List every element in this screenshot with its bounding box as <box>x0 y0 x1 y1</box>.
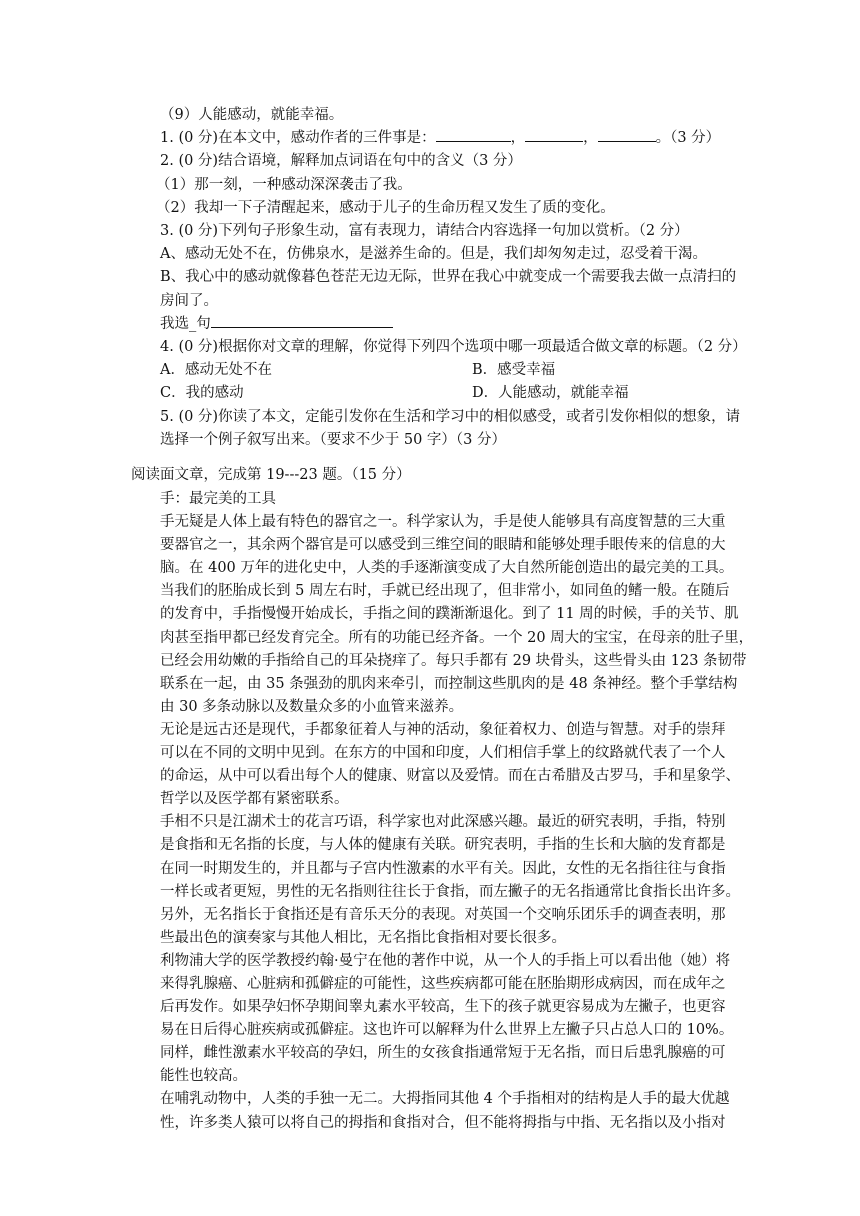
article-line: 已经会用幼嫩的手指给自己的耳朵挠痒了。每只手都有 29 块骨头，这些骨头由 123 条韧带 <box>160 652 747 669</box>
article-line: 来得乳腺癌、心脏病和孤僻症的可能性，这些疾病都可能在胚胎期形成病因，而在成年之 <box>160 975 726 992</box>
article-paragraph <box>160 950 765 1089</box>
article-paragraph <box>160 511 765 580</box>
article-line: 利物浦大学的医学教授约翰·曼宁在他的著作中说，从一个人的手指上可以看出他（她）将 <box>160 952 731 969</box>
question-1: 1. (0 分)在本文中，感动作者的三件事是： ， ， 。（3 分） <box>160 127 760 150</box>
article-line: 在同一时期发生的，并且都与子宫内性激素的水平有关。因此，女性的无名指往往与食指 <box>160 860 726 877</box>
article-paragraph <box>160 580 765 719</box>
answer-blank-3[interactable] <box>598 127 656 142</box>
question-4-option-d: D．人能感动，就能幸福 <box>472 385 629 402</box>
question-4-option-b: B．感受幸福 <box>472 362 556 379</box>
article-line: 的命运，从中可以看出每个人的健康、财富以及爱情。而在古希腊及古罗马，手和星象学、 <box>160 768 740 785</box>
question-4-options <box>160 359 760 405</box>
article-line: 的发育中，手指慢慢开始成长，手指之间的蹼渐渐退化。到了 11 周的时候，手的关节、肌 <box>160 606 739 623</box>
question-4-option-a: A．感动无处不在 <box>160 362 272 379</box>
reading-intro: 阅读面文章，完成第 19---23 题。（15 分） <box>131 467 411 483</box>
question-3-option-b: B、我心中的感动就像暮色苍茫无边无际，世界在我心中就变成一个需要我去做一点清扫的 <box>160 269 737 286</box>
questions-section <box>156 104 760 452</box>
article-line: 哲学以及医学都有紧密联系。 <box>160 791 349 808</box>
article-line: 一样长或者更短，男性的无名指则往往长于食指，而左撇子的无名指通常比食指长出许多。 <box>160 883 740 900</box>
article-line: 可以在不同的文明中见到。在东方的中国和印度，人们相信手掌上的纹路就代表了一个人 <box>160 745 726 762</box>
answer-blank-select[interactable] <box>211 313 393 328</box>
question-5-cont: 选择一个例子叙写出来。（要求不少于 50 字）（3 分） <box>160 431 507 448</box>
article-line: 手无疑是人体上最有特色的器官之一。科学家认为，手是使人能够具有高度智慧的三大重 <box>160 514 726 531</box>
article-line: 要器官之一，其余两个器官是可以感受到三维空间的眼睛和能够处理手眼传来的信息的大 <box>160 537 726 554</box>
article-paragraph <box>160 1088 765 1134</box>
reading-passage <box>160 488 765 1135</box>
article-line: 易在日后得心脏疾病或孤僻症。这也许可以解释为什么世界上左撇子只占总人口的 10%。 <box>160 1022 734 1039</box>
passage-line-9: （9）人能感动，就能幸福。 <box>160 107 344 123</box>
article-line: 无论是远古还是现代，手都象征着人与神的活动，象征着权力、创造与智慧。对手的崇拜 <box>160 721 726 738</box>
article-line: 后再发作。如果孕妇怀孕期间睾丸素水平较高，生下的孩子就更容易成为左撇子，也更容 <box>160 999 726 1016</box>
article-line: 同样，雌性激素水平较高的孕妇，所生的女孩食指通常短于无名指，而日后患乳腺癌的可 <box>160 1045 726 1062</box>
question-5: 5. (0 分)你读了本文，定能引发你在生活和学习中的相似感受，或者引发你相似的想象，请 <box>160 408 741 425</box>
article-line: 肉甚至指甲都已经发育完全。所有的功能已经齐备。一个 20 周大的宝宝，在母亲的肚子里， <box>160 629 754 646</box>
question-3-option-a: A、感动无处不在，仿佛泉水，是滋养生命的。但是，我们却匆匆走过，忍受着干渴。 <box>160 246 707 263</box>
article-line: 脑。在 400 万年的进化史中，人类的手逐渐演变成了大自然所能创造出的最完美的工具。 <box>160 560 734 577</box>
article-line: 联系在一起，由 35 条强劲的肌肉来牵引，而控制这些肌肉的是 48 条神经。整个手掌结构 <box>160 675 738 692</box>
answer-blank-1[interactable] <box>436 127 511 142</box>
question-3-option-b-cont: 房间了。 <box>160 292 218 309</box>
answer-blank-2[interactable] <box>525 127 583 142</box>
article-line: 手相不只是江湖术士的花言巧语，科学家也对此深感兴趣。最近的研究表明，手指，特别 <box>160 814 726 831</box>
article-body <box>160 511 765 1135</box>
article-paragraph <box>160 719 765 811</box>
article-line: 能性也较高。 <box>160 1068 247 1085</box>
question-2-item-1: （1）那一刻，一种感动深深袭击了我。 <box>156 176 412 193</box>
question-3-select: 我选_句 <box>160 313 760 336</box>
article-paragraph <box>160 811 765 950</box>
article-line: 些最出色的演奏家与其他人相比，无名指比食指相对要长很多。 <box>160 929 566 946</box>
question-2-item-2: （2）我却一下子清醒起来，感动于儿子的生命历程又发生了质的变化。 <box>156 199 615 216</box>
article-line: 另外，无名指长于食指还是有音乐天分的表现。对英国一个交响乐团乐手的调查表明，那 <box>160 906 726 923</box>
article-line: 性，许多类人猿可以将自己的拇指和食指对合，但不能将拇指与中指、无名指以及小指对 <box>160 1114 726 1131</box>
question-4-option-c: C．我的感动 <box>160 385 244 402</box>
question-2: 2. (0 分)结合语境，解释加点词语在句中的含义（3 分） <box>160 153 522 170</box>
article-line: 由 30 多条动脉以及数量众多的小血管来滋养。 <box>160 698 464 715</box>
article-title: 手：最完美的工具 <box>160 491 276 507</box>
article-line: 在哺乳动物中，人类的手独一无二。大拇指同其他 4 个手指相对的结构是人手的最大优越 <box>160 1091 730 1108</box>
article-line: 是食指和无名指的长度，与人体的健康有关联。研究表明，手指的生长和大脑的发育都是 <box>160 837 726 854</box>
question-4: 4. (0 分)根据你对文章的理解，你觉得下列四个选项中哪一项最适合做文章的标题。（2 分） <box>160 339 747 356</box>
question-3: 3. (0 分)下列句子形象生动，富有表现力，请结合内容选择一句加以赏析。（2 分） <box>160 223 689 240</box>
article-line: 当我们的胚胎成长到 5 周左右时，手就已经出现了，但非常小，如同鱼的鳍一般。在随后 <box>160 583 730 600</box>
